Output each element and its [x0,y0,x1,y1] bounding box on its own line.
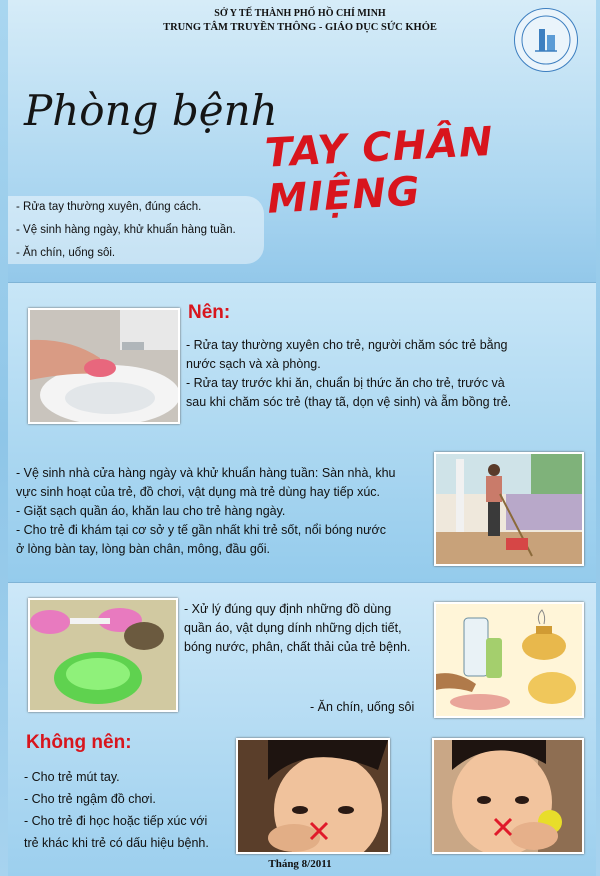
summary-item: - Rửa tay thường xuyên, đúng cách. [16,201,202,213]
summary-item: - Ăn chín, uống sôi. [16,247,116,259]
prohibited-icon [308,820,330,842]
center-name: TRUNG TÂM TRUYỀN THÔNG - GIÁO DỤC SỨC KHỎE [163,22,437,33]
should-line: quần áo, vật dụng dính những dịch tiết, [184,621,402,635]
should-line: ở lòng bàn tay, lòng bàn chân, mông, đầu gối. [16,542,270,556]
department-name: SỞ Y TẾ THÀNH PHỐ HỒ CHÍ MINH [214,8,386,19]
should-line: - Cho trẻ đi khám tại cơ sở y tế gần nhất khi trẻ sốt, nổi bóng nước [16,523,386,537]
title-line2: TAY CHÂN MIỆNG [263,118,495,223]
should-line: nước sạch và xà phòng. [186,357,321,371]
should-line: - Xử lý đúng quy định những đồ dùng [184,602,392,616]
handwashing-photo [28,308,180,424]
date-footer: Tháng 8/2011 [268,858,332,870]
prohibited-icon [492,816,514,838]
should-not-item: - Cho trẻ ngậm đồ chơi. [24,792,156,806]
child-toy-photo [432,738,584,854]
should-line: bóng nước, phân, chất thải của trẻ bệnh. [184,640,411,654]
should-line: vực sinh hoạt của trẻ, đồ chơi, vật dụng mà trẻ dùng hay tiếp xúc. [16,485,380,499]
should-not-item: - Cho trẻ mút tay. [24,770,120,784]
boiling-water-illustration [434,602,584,718]
should-not-item: - Cho trẻ đi học hoặc tiếp xúc với [24,814,208,828]
should-block-2 [16,464,426,559]
should-not-list [24,766,244,854]
cleaning-photo [434,452,584,566]
should-line: - Giặt sạch quần áo, khăn lau cho trẻ hàng ngày. [16,504,286,518]
summary-item: - Vệ sinh hàng ngày, khử khuẩn hàng tuần. [16,224,236,236]
center-logo-icon [514,8,578,72]
should-not-heading: Không nên: [26,732,132,753]
summary-box [8,196,264,264]
child-thumb-photo [236,738,390,854]
should-heading: Nên: [188,302,231,323]
title-line1: Phòng bệnh [24,86,278,135]
should-line: - Rửa tay trước khi ăn, chuẩn bị thức ăn cho trẻ, trước và [186,376,505,390]
laundry-photo [28,598,178,712]
should-block-1 [186,336,586,412]
should-block-3 [184,600,434,657]
should-not-item: trẻ khác khi trẻ có dấu hiệu bệnh. [24,836,209,850]
should-line: - Vệ sinh nhà cửa hàng ngày và khử khuẩn hàng tuần: Sàn nhà, khu [16,466,396,480]
should-line: - Rửa tay thường xuyên cho trẻ, người chăm sóc trẻ bằng [186,338,508,352]
eat-cooked-text: - Ăn chín, uống sôi [310,700,415,714]
should-line: sau khi chăm sóc trẻ (thay tã, dọn vệ sinh) và ẵm bồng trẻ. [186,395,512,409]
